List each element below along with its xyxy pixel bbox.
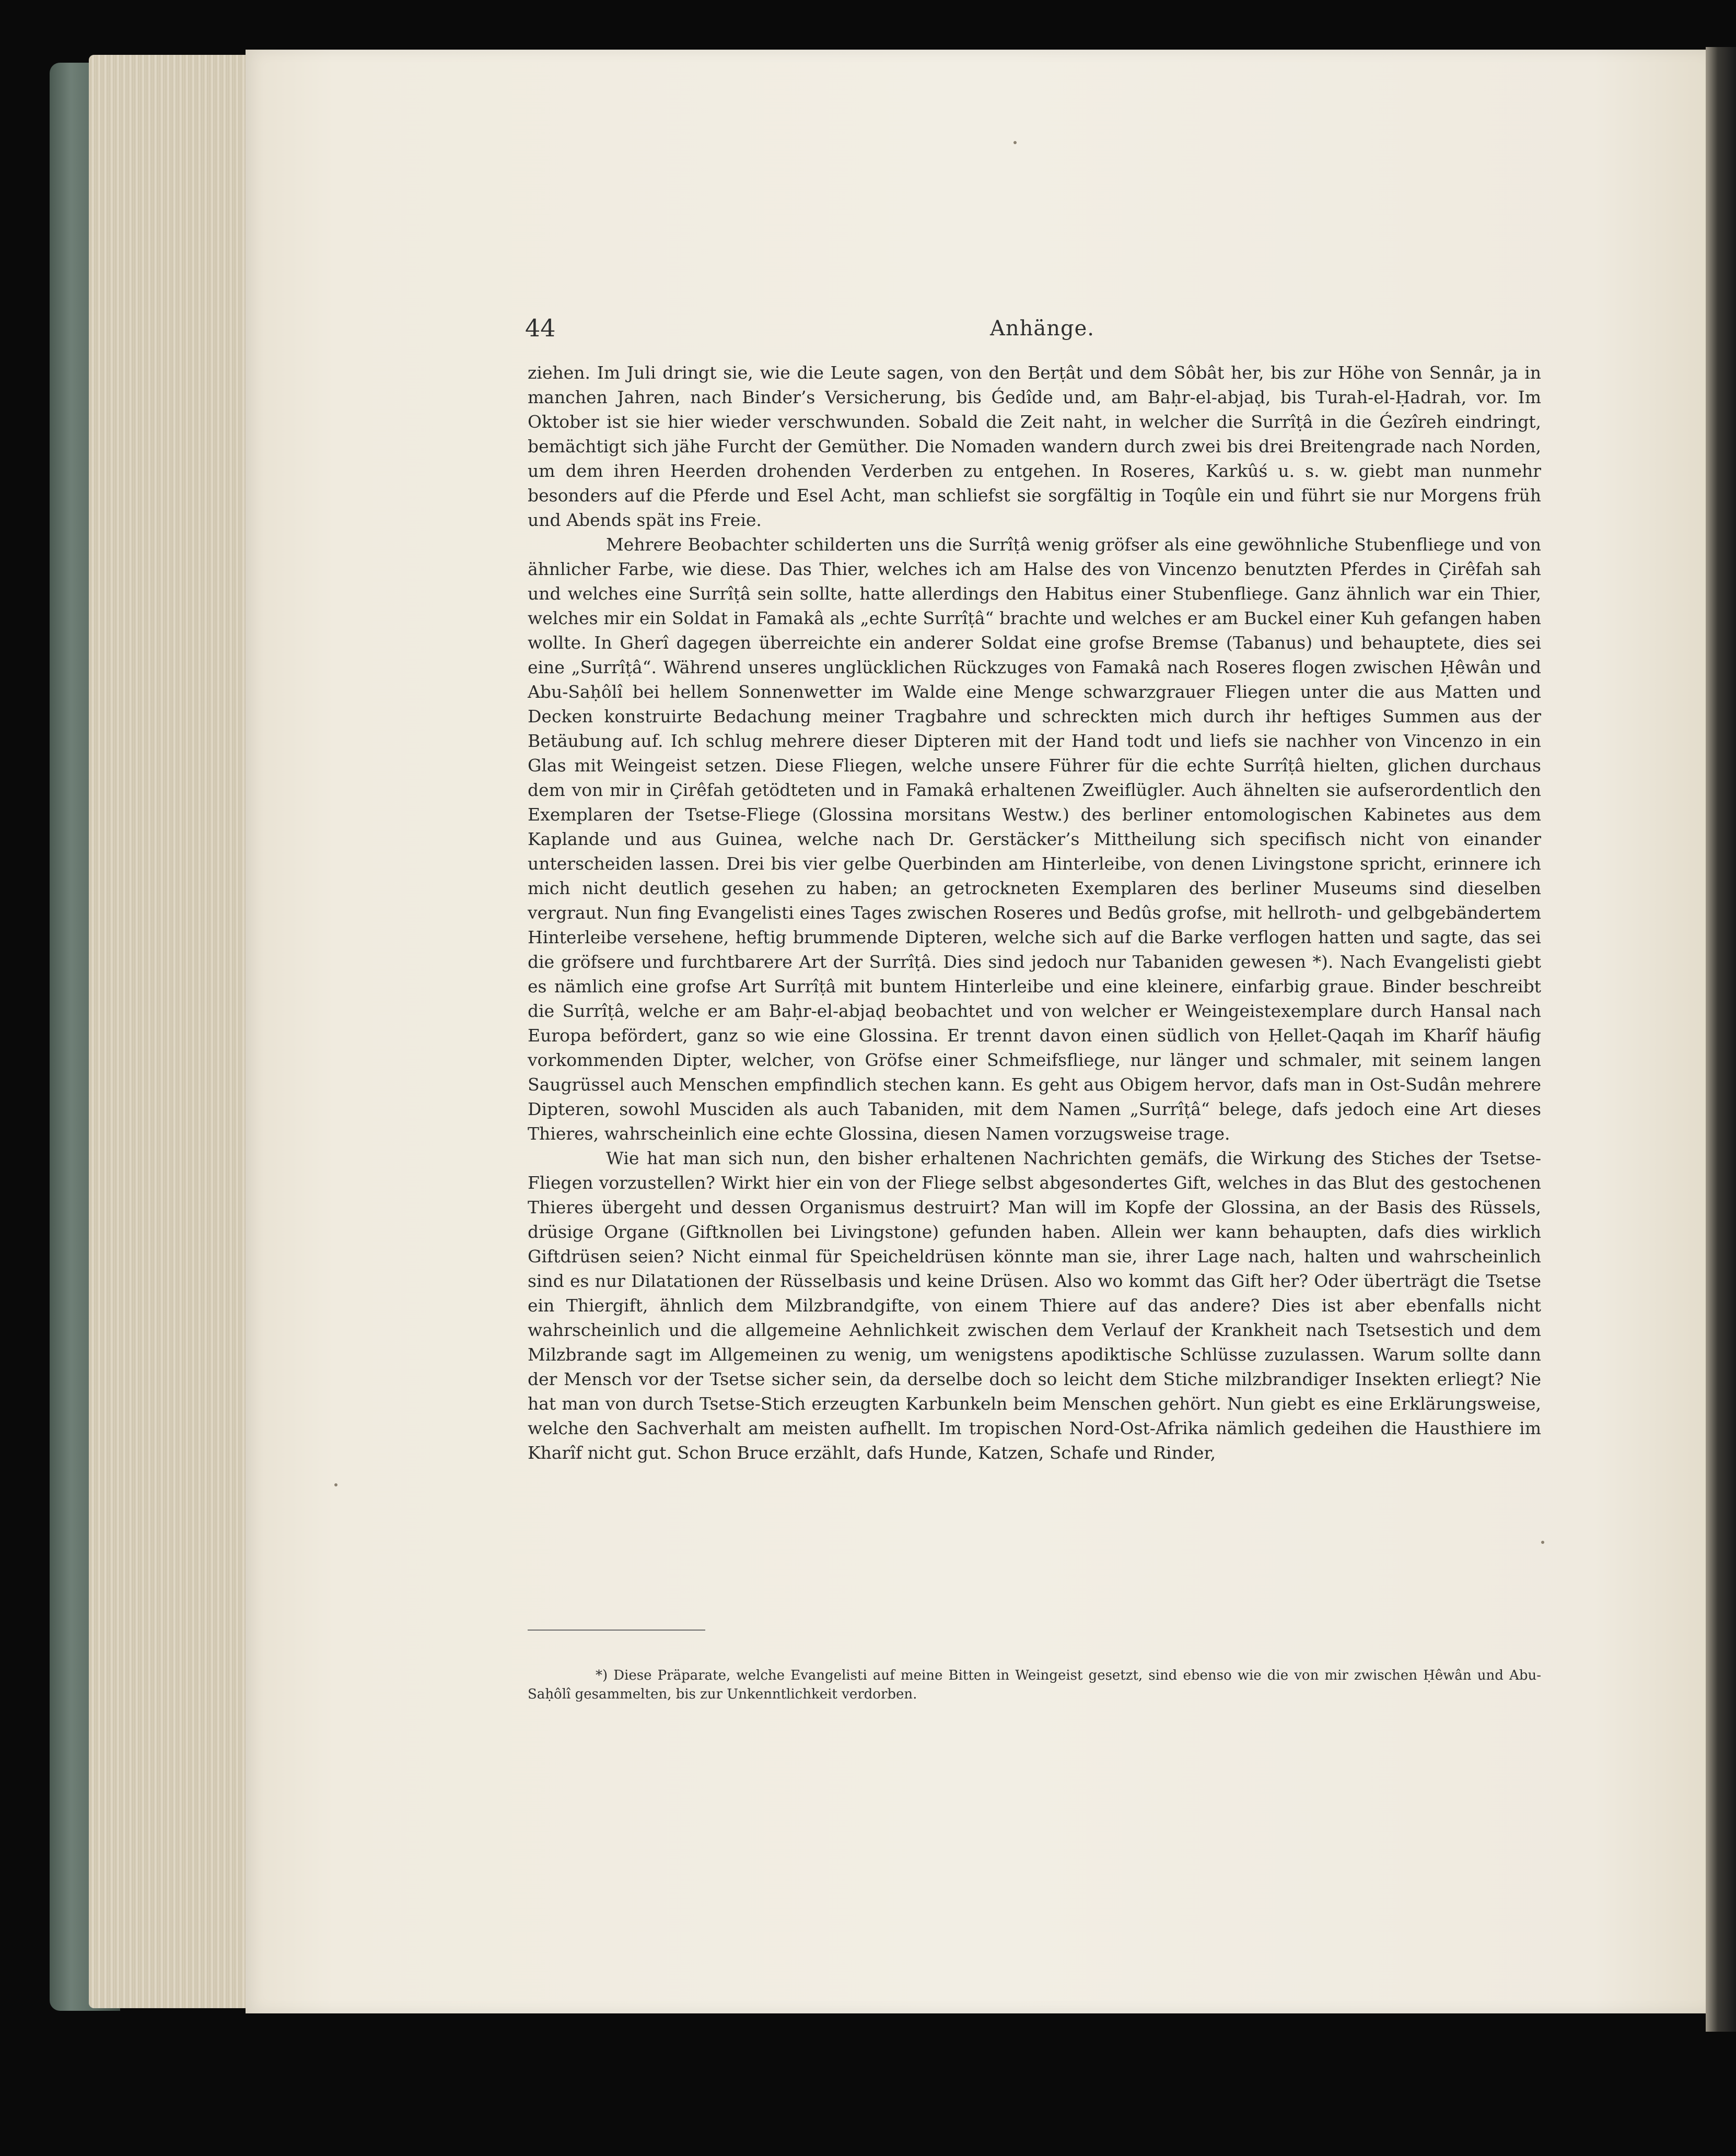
page-header [525, 313, 1549, 345]
paragraph: Mehrere Beobachter schilderten uns die Surrîṭâ wenig gröfser als eine gewöhnliche Stubenfliege und von ähnlicher Farbe, wie diese. Das Thier, welches ich am Halse des von Vincenzo benutzten Pferdes in Çirêfah sah und welches eine Surrîṭâ sein sollte, hatte allerdings den Habitus einer Stubenfliege. Ganz ähnlich war ein Thier, welches mir ein Soldat in Famakâ als „echte Surrîṭâ“ brachte und welches er am Buckel einer Kuh gefangen haben wollte. In Gherî dagegen überreichte ein anderer Soldat eine grofse Bremse (Tabanus) und behauptete, dies sei eine „Surrîṭâ“. Während unseres unglücklichen Rückzuges von Famakâ nach Roseres flogen zwischen Ḥêwân und Abu-Saḥôlî bei hellem Sonnenwetter im Walde eine Menge schwarzgrauer Fliegen unter die aus Matten und Decken konstruirte Bedachung meiner Tragbahre und schreckten mich durch ihr heftiges Summen aus der Betäubung auf. Ich schlug mehrere dieser Dipteren mit der Hand todt und liefs sie nachher von Vincenzo in ein Glas mit Weingeist setzen. Diese Fliegen, welche unsere Führer für die echte Surrîṭâ hielten, glichen durchaus dem von mir in Çirêfah getödteten und in Famakâ erhaltenen Zweiflügler. Auch ähnelten sie aufserordentlich den Exemplaren der Tsetse-Fliege (Glossina morsitans Westw.) des berliner entomologischen Kabinetes aus dem Kaplande und aus Guinea, welche nach Dr. Gerstäcker’s Mittheilung sich specifisch nicht von einander unterscheiden lassen. Drei bis vier gelbe Querbinden am Hinterleibe, von denen Livingstone spricht, erinnere ich mich nicht deutlich gesehen zu haben; an getrockneten Exemplaren des berliner Museums sind dieselben vergraut. Nun fing Evangelisti eines Tages zwischen Roseres und Bedûs grofse, mit hellroth- und gelbgebändertem Hinterleibe versehene, heftig brummende Dipteren, welche sich auf die Barke verflogen hatten und sagte, das sei die gröfsere und furchtbarere Art der Surrîṭâ. Dies sind jedoch nur Tabaniden gewesen *). Nach Evangelisti giebt es nämlich eine grofse Art Surrîṭâ mit buntem Hinterleibe und eine kleinere, einfarbig graue. Binder beschreibt die Surrîṭâ, welche er am Baḥr-el-abjaḍ beobachtet und von welcher er Weingeistexemplare durch Hansal nach Europa befördert, ganz so wie eine Glossina. Er trennt davon einen südlich von Ḥellet-Qaqah im Kharîf häufig vorkommenden Dipter, welcher, von Gröfse einer Schmeifsfliege, nur länger und schmaler, mit seinem langen Saugrüssel auch Menschen empfindlich stechen kann. Es geht aus Obigem hervor, dafs man in Ost-Sudân mehrere Dipteren, sowohl Musciden als auch Tabaniden, mit dem Namen „Surrîṭâ“ belege, dafs jedoch eine Art dieses Thieres, wahrscheinlich eine echte Glossina, diesen Namen vorzugsweise trage. [528, 534, 1541, 1144]
paper-speck [1013, 141, 1017, 144]
page-number: 44 [525, 314, 556, 342]
footnote-divider [528, 1630, 705, 1631]
paragraph: ziehen. Im Juli dringt sie, wie die Leute sagen, von den Berṭât und dem Sôbât her, bis zur Höhe von Sennâr, ja in manchen Jahren, nach Binder’s Versicherung, bis Ǵedîde und, am Baḥr-el-abjaḍ, bis Turah-el-Ḥadrah, vor. Im Oktober ist sie hier wieder verschwunden. Sobald die Zeit naht, in welcher die Surrîṭâ in die Ǵezîreh eindringt, bemächtigt sich jähe Furcht der Gemüther. Die Nomaden wandern durch zwei bis drei Breitengrade nach Norden, um dem ihren Heerden drohenden Verderben zu entgehen. In Roseres, Karkûś u. s. w. giebt man nunmehr besonders auf die Pferde und Esel Acht, man schliefst sie sorgfältig in Toqûle ein und führt sie nur Morgens früh und Abends spät ins Freie. [528, 362, 1541, 530]
paragraph: Wie hat man sich nun, den bisher erhaltenen Nachrichten gemäfs, die Wirkung des Stiches der Tsetse-Fliegen vorzustellen? Wirkt hier ein von der Fliege selbst abgesondertes Gift, welches in das Blut des gestochenen Thieres übergeht und dessen Organismus destruirt? Man will im Kopfe der Glossina, an der Basis des Rüssels, drüsige Organe (Giftknollen bei Livingstone) gefunden haben. Allein wer kann behaupten, dafs dies wirklich Giftdrüsen seien? Nicht einmal für Speicheldrüsen könnte man sie, ihrer Lage nach, halten und wahrscheinlich sind es nur Dilatationen der Rüsselbasis und keine Drüsen. Also wo kommt das Gift her? Oder überträgt die Tsetse ein Thiergift, ähnlich dem Milzbrandgifte, von einem Thiere auf das andere? Dies ist aber ebenfalls nicht wahrscheinlich und die allgemeine Aehnlichkeit zwischen dem Verlauf der Krankheit nach Tsetsestich und dem Milzbrande sagt im Allgemeinen zu wenig, um wenigstens apodiktische Schlüsse zuzulassen. Warum sollte dann der Mensch vor der Tsetse sicher sein, da derselbe doch so leicht dem Stiche milzbrandiger Insekten erliegt? Nie hat man von durch Tsetse-Stich erzeugten Karbunkeln beim Menschen gehört. Nun giebt es eine Erklärungsweise, welche den Sachverhalt am meisten aufhellt. Im tropischen Nord-Ost-Afrika nämlich gedeihen die Hausthiere im Kharîf nicht gut. Schon Bruce erzählt, dafs Hunde, Katzen, Schafe und Rinder, [528, 1148, 1541, 1463]
paper-speck [1541, 1541, 1544, 1544]
paper-speck [334, 1483, 337, 1486]
facing-page-edge [1706, 47, 1736, 2032]
page-edges [89, 55, 251, 2008]
footnote: *) Diese Präparate, welche Evangelisti auf meine Bitten in Weingeist gesetzt, sind ebenso wie die von mir zwischen Ḥêwân und Abu-Saḥôlî gesammelten, bis zur Unkenntlichkeit verdorben. [528, 1668, 1541, 1702]
running-head: Anhänge. [990, 317, 1095, 341]
body-text [528, 360, 1541, 1465]
